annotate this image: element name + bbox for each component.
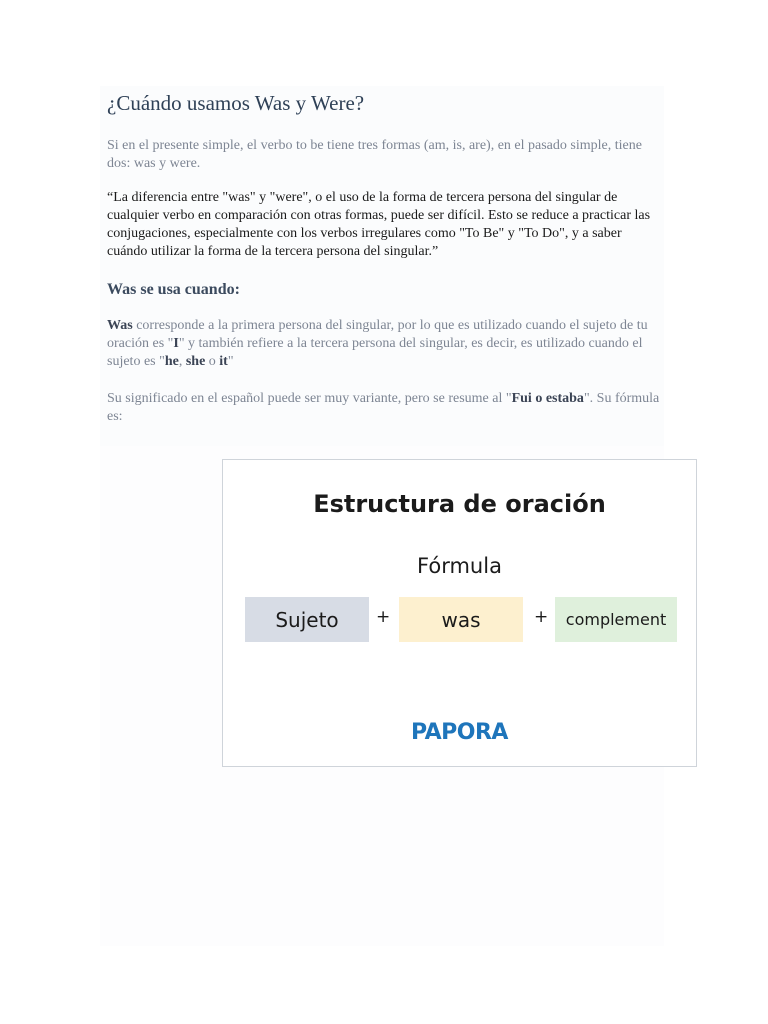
was-usage-paragraph [107,317,663,371]
article-heading: ¿Cuándo usamos Was y Were? [107,91,365,115]
figure-title: Estructura de oración [313,490,606,518]
usage-text-3: " [227,354,234,369]
meaning-term: Fui o estaba [511,391,584,406]
formula-box-complement: complement [555,597,677,642]
plus-sign-1: + [376,607,391,627]
pronoun-she: she [185,354,206,369]
papora-logo: PAPORA [411,720,508,745]
formula-box-was: was [399,597,523,642]
plus-sign-2: + [534,607,549,627]
usage-text-2: " y también refiere a la tercera persona del singular, es decir, es utilizado cuando el sujeto es " [107,336,643,369]
pronoun-separator-2: o [205,354,220,369]
term-was: Was [107,318,133,333]
meaning-text-1: Su significado en el español puede ser muy variante, pero se resume al " [107,391,512,406]
pronoun-he: he [164,354,179,369]
usage-text-1: corresponde a la primera persona del singular, por lo que es utilizado cuando el sujeto de tu oración es " [107,318,648,351]
meaning-paragraph [107,390,663,426]
pronoun-i: I [173,336,179,351]
pronoun-separator-1: , [178,354,186,369]
section-subheading: Was se usa cuando: [107,281,240,298]
meaning-text-2: ". Su fórmula es: [107,391,660,424]
figure-subtitle: Fórmula [417,554,502,578]
formula-figure [222,459,697,767]
intro-paragraph: Si en el presente simple, el verbo to be tiene tres formas (am, is, are), en el pasado simple, tiene dos: was y were. [107,138,642,171]
formula-box-sujeto: Sujeto [245,597,369,642]
pronoun-it: it [219,354,228,369]
quote-paragraph: “La diferencia entre "was" y "were", o el uso de la forma de tercera persona del singular de cualquier verbo en comparación con otras formas, puede ser difícil. Esto se reduce a practicar las conjugaciones, especialmente con los verbos irregulares como "To Be" y "To Do", y a saber cuándo utilizar la forma de la tercera persona del singular.” [107,190,651,259]
